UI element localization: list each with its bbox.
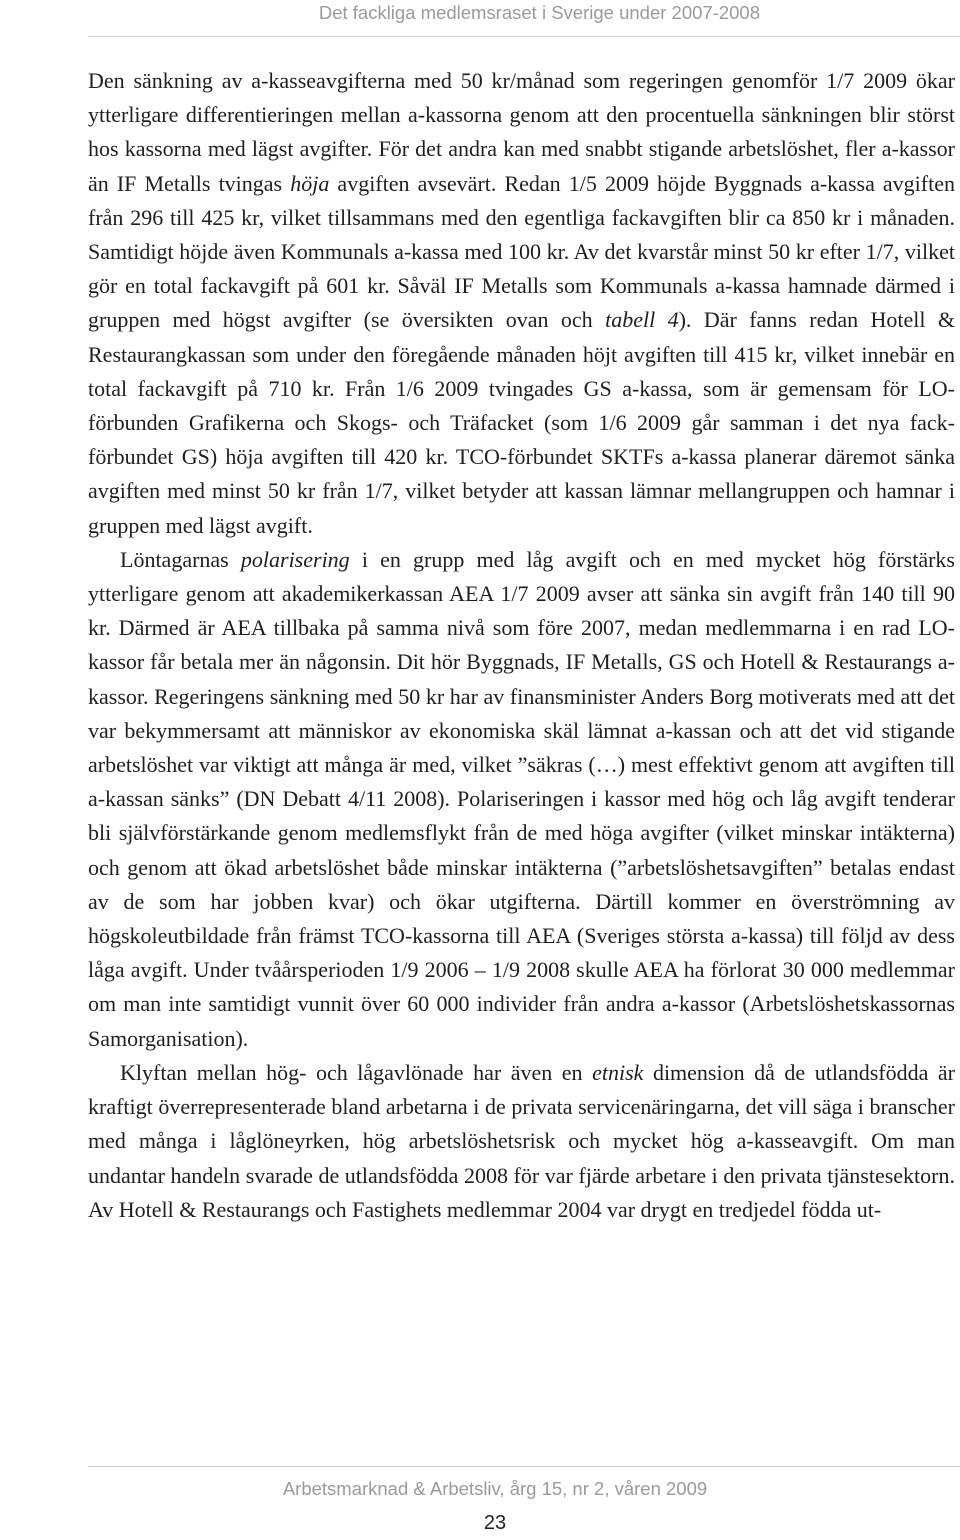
paragraph-1-emphasis-2: tabell 4 bbox=[605, 307, 679, 333]
paragraph-1-text-a: Den sänkning av a-kasseavgifterna med 50 kr/månad som regeringen genomför 1/7 2009 ökar ytterligare differentieringen mellan a-kassorna genom att den procentuella sänkningen blir störst hos kassorna med lägst avgifter. För det andra kan med snabbt stigande arbetslöshet, fler a-kassor än IF Metalls tvingas bbox=[88, 68, 955, 196]
running-head: Det fackliga medlemsraset i Sverige under 2007-2008 bbox=[318, 2, 760, 23]
article-body bbox=[88, 64, 955, 1227]
paragraph-3 bbox=[88, 1056, 955, 1227]
journal-citation: Arbetsmarknad & Arbetsliv, årg 15, nr 2, våren 2009 bbox=[282, 1478, 708, 1499]
paragraph-1-text-b: avgiften avsevärt. Redan 1/5 2009 höjde Byggnads a-kassa avgiften från 296 till 425 kr, vilket tillsammans med den egentliga fackavgiften blir ca 850 kr i månaden. Samtidigt höjde även Kommunals a-kassa med 100 kr. Av det kvarstår minst 50 kr efter 1/7, vilket gör en total fackavgift på 601 kr. Såväl IF Metalls som Kommunals a-kassa hamnade därmed i gruppen med högst avgifter (se översikten ovan och bbox=[88, 170, 956, 333]
paragraph-2-text-b: i en grupp med låg avgift och en med mycket hög förstärks ytterligare genom att akademikerkassan AEA 1/7 2009 avser att sänka sin avgift från 140 till 90 kr. Därmed är AEA tillbaka på samma nivå som före 2007, medan medlemmarna i en rad LO-kassor får betala mer än någonsin. Dit hör Byggnads, IF Metalls, GS och Hotell & Restaurangs a-kassor. Regeringens sänkning med 50 kr har av finansminister Anders Borg motiverats med att det var bekymmersamt att människor av ekonomiska skäl lämnat a-kassan och att det vid stigande arbetslöshet var viktigt att många är med, vilket ”säkras (…) mest effektivt genom att avgiften till a-kassan sänks” (DN Debatt 4/11 2008). Polariseringen i kassor med hög och låg avgift tenderar bli självförstärkande genom medlemsflykt från de med höga avgifter (vilket minskar intäkterna) och genom att ökad arbetslöshet både minskar intäkterna (”arbetslöshetsavgiften” betalas endast av de som har jobben kvar) och ökar utgifterna. Därtill kommer en överströmning av högskoleutbildade från främst TCO-kassorna till AEA (Sveriges största a-kassa) till följd av dess låga avgift. Under tvåårsperioden 1/9 2006 – 1/9 2008 skulle AEA ha förlorat 30 000 medlemmar om man inte samtidigt vunnit över 60 000 individer från andra a-kassor (Arbetslöshetskassornas Samorganisation). bbox=[88, 546, 955, 1051]
paragraph-3-text-a: Klyftan mellan hög- och lågavlönade har även en bbox=[120, 1059, 593, 1085]
paragraph-2 bbox=[88, 543, 955, 1056]
paragraph-2-emphasis-1: polarisering bbox=[240, 546, 350, 572]
page-header bbox=[0, 0, 960, 22]
footer-rule bbox=[88, 1466, 960, 1467]
paragraph-3-emphasis-1: etnisk bbox=[592, 1059, 644, 1085]
paragraph-3-text-b: dimension då de utlandsfödda är kraftigt överrepresenterade bland arbetarna i de privata servicenäringarna, det vill säga i branscher med många i låglöneyrken, hög arbetslöshetsrisk och mycket hög a-kasseavgift. Om man undantar handeln svarade de utlandsfödda 2008 för var fjärde arbetare i den privata tjänstesektorn. Av Hotell & Restaurangs och Fastighets medlemmar 2004 var drygt en tredjedel födda ut- bbox=[88, 1059, 955, 1222]
header-rule bbox=[88, 36, 960, 37]
paragraph-1-text-c: ). Där fanns redan Hotell & Restaurangkassan som under den föregående månaden höjt avgiften till 415 kr, vilket innebär en total fackavgift på 710 kr. Från 1/6 2009 tvingades GS a-kassa, som är gemensam för LO-förbunden Grafikerna och Skogs- och Träfacket (som 1/6 2009 går samman i det nya fackförbundet GS) höja avgiften till 420 kr. TCO-förbundet SKTFs a-kassa planerar däremot sänka avgiften med minst 50 kr från 1/7, vilket betyder att kassan lämnar mellangruppen och hamnar i gruppen med lägst avgift. bbox=[88, 307, 956, 538]
page-number: 23 bbox=[483, 1512, 507, 1534]
paragraph-1 bbox=[88, 64, 955, 543]
paragraph-2-text-a: Löntagarnas bbox=[120, 546, 241, 572]
paragraph-1-emphasis-1: höja bbox=[290, 170, 330, 196]
